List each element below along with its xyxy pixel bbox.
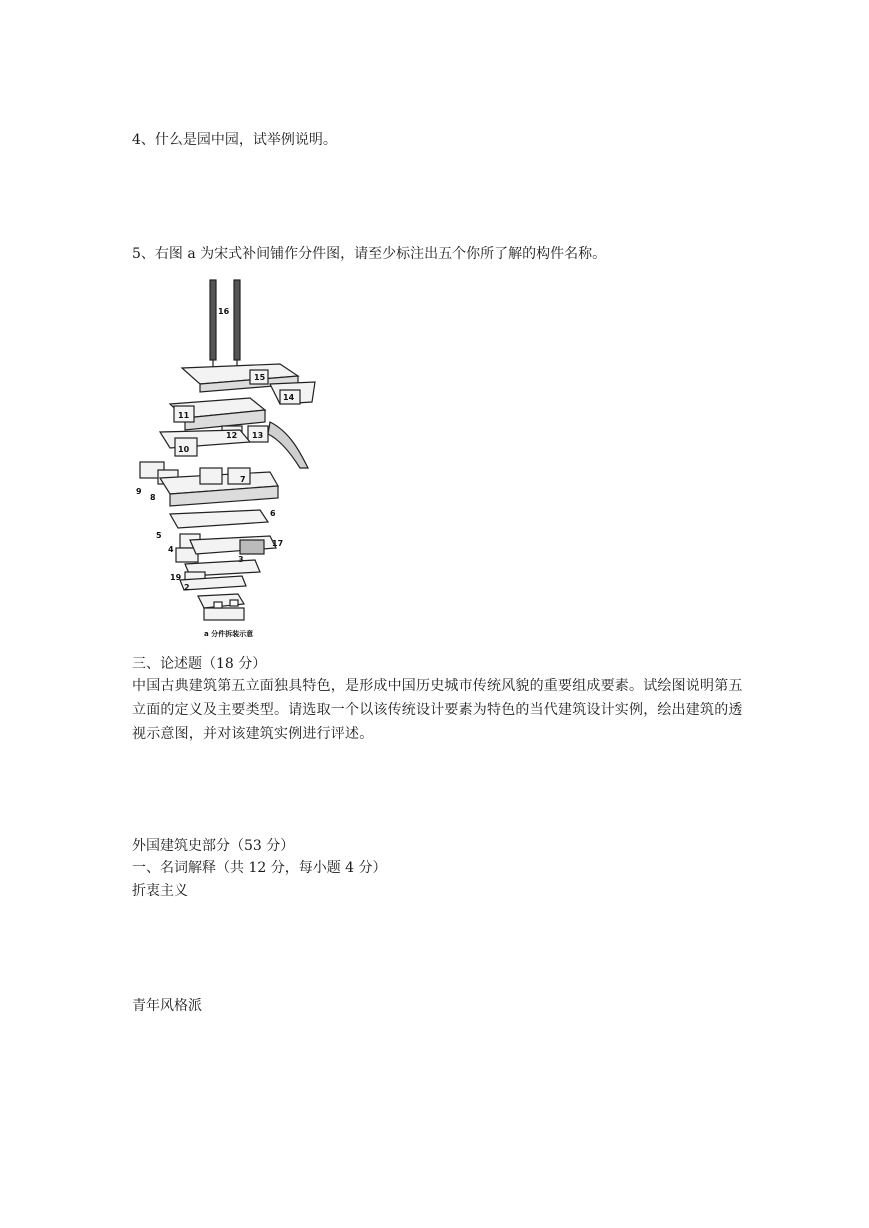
label-7: 7 (240, 475, 246, 484)
label-16: 16 (218, 307, 230, 316)
label-11: 11 (178, 411, 190, 420)
question-5: 5、右图 a 为宋式补间铺作分件图，请至少标注出五个你所了解的构件名称。 (132, 246, 607, 262)
label-15: 15 (254, 373, 266, 382)
term-jugendstil: 青年风格派 (132, 998, 202, 1014)
bracket-set-drawing (130, 272, 330, 644)
section3-heading: 三、论述题（18 分） (132, 656, 267, 672)
label-9: 9 (136, 487, 142, 496)
label-17: 17 (272, 539, 284, 548)
section3-body: 中国古典建筑第五立面独具特色，是形成中国历史城市传统风貌的重要组成要素。试绘图说明第五立面的定义及主要类型。请选取一个以该传统设计要素为特色的当代建筑设计实例，绘出建筑的透视示意图，并对该建筑实例进行评述。 (132, 678, 743, 742)
label-3: 3 (238, 555, 244, 564)
label-6: 6 (270, 509, 276, 518)
label-8: 8 (150, 493, 156, 502)
term-eclecticism: 折衷主义 (132, 883, 188, 899)
label-5: 5 (156, 531, 162, 540)
label-13: 13 (252, 431, 264, 440)
bracket-set-diagram (130, 272, 330, 644)
section1-heading: 一、名词解释（共 12 分，每小题 4 分） (132, 860, 387, 876)
foreign-part-title: 外国建筑史部分（53 分） (132, 838, 295, 854)
figure-caption: a 分件拆装示意 (204, 630, 254, 638)
label-12: 12 (226, 431, 238, 440)
label-14: 14 (283, 393, 295, 402)
label-10: 10 (178, 445, 190, 454)
question-4: 4、什么是园中园，试举例说明。 (132, 132, 337, 148)
label-19: 19 (170, 573, 182, 582)
label-4: 4 (168, 545, 174, 554)
label-2: 2 (184, 583, 190, 592)
